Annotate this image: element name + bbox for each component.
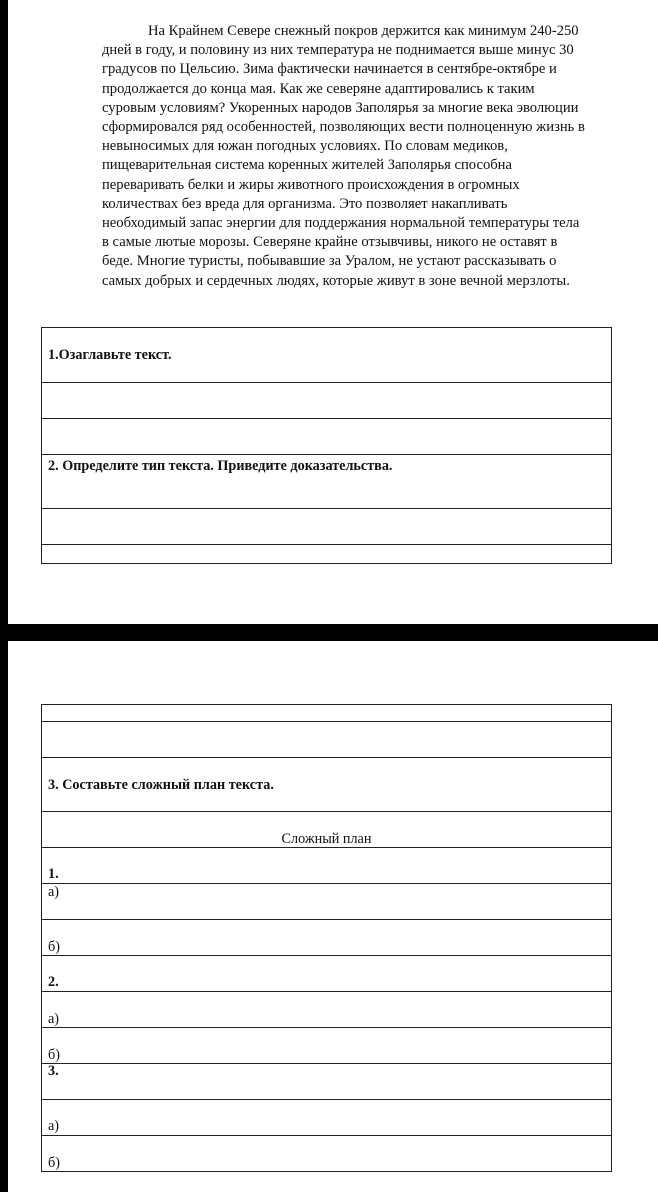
plan-item-row[interactable] [42,848,611,884]
plan-subitem-row[interactable] [42,1100,611,1136]
task1-row [42,328,611,383]
page-2 [8,641,658,1192]
paragraph-line: самых добрых и сердечных людях, которые живут в зоне вечной мерзлоты. [102,272,570,289]
answer-row[interactable] [42,722,611,758]
paragraph-line: сформировался ряд особенностей, позволяющих вести полноценную жизнь в [102,119,585,136]
task-table-1 [41,327,612,564]
plan-subitem-row[interactable] [42,920,611,956]
plan-item-row[interactable] [42,956,611,992]
task3-row [42,758,611,812]
paragraph-line: невыносимых для южан погодных условиях. По словам медиков, [102,138,508,155]
answer-row[interactable] [42,705,611,722]
plan-subitem-label: б) [48,1155,60,1171]
plan-item-number: 1. [48,866,59,882]
plan-subitem-row[interactable] [42,1028,611,1079]
paragraph-line: переваривать белки и жиры животного происхождения в огромных [102,176,520,193]
answer-row[interactable] [42,383,611,419]
text-paragraph [102,22,634,291]
plan-title: Сложный план [281,831,372,847]
plan-subitem-label: б) [48,939,60,955]
plan-item-number: 3. [48,1063,59,1079]
paragraph-line: продолжается до конца мая. Как же северяне адаптировались к таким [102,80,535,97]
paragraph-line: градусов по Цельсию. Зима фактически начинается в сентябре-октябре и [102,61,557,78]
plan-item-row[interactable] [42,1064,611,1100]
page-1 [8,0,658,624]
plan-subitem-label: а) [48,1118,60,1134]
paragraph-line: На Крайнем Севере снежный покров держится как минимум 240-250 [148,23,579,39]
paragraph-line: суровым условиям? Укоренных народов Заполярья за многие века эволюции [102,99,579,116]
task2-row [42,455,611,509]
plan-subitem-row[interactable] [42,992,611,1028]
paragraph-line: необходимый запас энергии для поддержания нормальной температуры тела [102,215,580,232]
plan-item-number: 2. [48,974,59,990]
paragraph-line: пищеварительная система коренных жителей Заполярья способна [102,157,512,174]
plan-subitem-row[interactable] [42,884,611,920]
paragraph-line: беде. Многие туристы, побывавшие за Уралом, не устают рассказывать о [102,253,557,270]
plan-subitem-row[interactable] [42,1136,611,1172]
paragraph-line: дней в году, и половину из них температура не поднимается выше минус 30 [102,42,574,59]
plan-subitem-label: а) [48,1011,60,1027]
plan-subitem-label: б) [48,1047,60,1063]
task1-text: 1.Озаглавьте текст. [48,347,172,363]
plan-subitem-label: а) [48,884,60,900]
answer-row[interactable] [42,419,611,455]
answer-row[interactable] [42,545,611,564]
answer-row[interactable] [42,509,611,545]
task3-text: 3. Составьте сложный план текста. [48,777,274,793]
plan-title-row [42,812,611,848]
task2-text: 2. Определите тип текста. Приведите доказательства. [48,458,393,474]
paragraph-line: количествах без вреда для организма. Это позволяет накапливать [102,195,508,212]
task-table-2 [41,704,612,1172]
paragraph-line: в самые лютые морозы. Северяне крайне отзывчивы, никого не оставят в [102,234,558,251]
